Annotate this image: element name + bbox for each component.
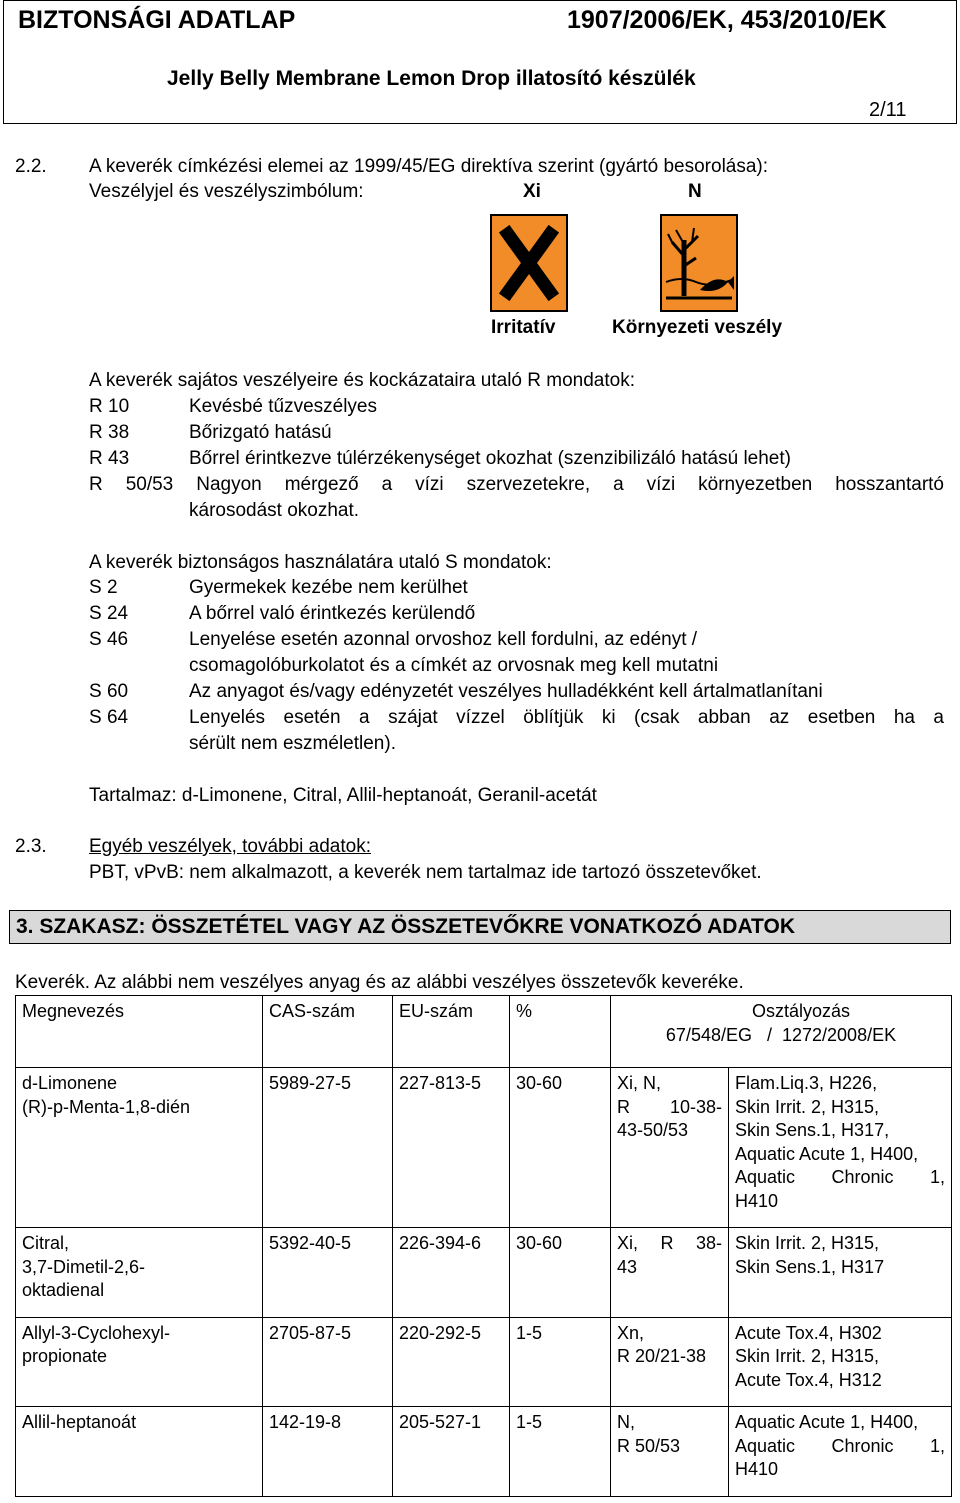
- s-code: S 24: [89, 603, 129, 624]
- page-number: 2/11: [869, 99, 907, 121]
- s-text: Lenyelése esetén azonnal orvoshoz kell fordulni, az edényt /: [189, 629, 698, 650]
- symbols-label: Veszélyjel és veszélyszimbólum:: [89, 181, 364, 202]
- symbol-n: N: [688, 181, 702, 202]
- table-cell: 205-527-1: [393, 1407, 510, 1497]
- s-text: sérült nem eszméletlen).: [189, 733, 396, 754]
- header-cell: CAS-szám: [263, 996, 393, 1068]
- table-row: [16, 1228, 952, 1318]
- table-cell: 5989-27-5: [263, 1068, 393, 1228]
- table-cell: Citral, 3,7-Dimetil-2,6- oktadienal: [16, 1228, 263, 1318]
- irritant-label: Irritatív: [491, 317, 556, 338]
- table-cell: 220-292-5: [393, 1317, 510, 1407]
- table-cell: 227-813-5: [393, 1068, 510, 1228]
- environment-label: Környezeti veszély: [612, 317, 783, 338]
- s-text: Gyermekek kezébe nem kerülhet: [189, 577, 468, 598]
- irritant-pictogram-icon: [490, 214, 568, 312]
- regulation-title: 1907/2006/EK, 453/2010/EK: [567, 6, 887, 34]
- table-row: [16, 1407, 952, 1497]
- s-code: S 2: [89, 577, 118, 598]
- r-phrases-intro: A keverék sajátos veszélyeire és kockázataira utaló R mondatok:: [89, 370, 635, 391]
- s-text: csomagolóburkolatot és a címkét az orvosnak meg kell mutatni: [189, 655, 719, 676]
- table-cell: 1-5: [510, 1407, 611, 1497]
- table-cell: N, R 50/53: [611, 1407, 729, 1497]
- r-code: R 43: [89, 448, 130, 469]
- s-phrases-intro: A keverék biztonságos használatára utaló S mondatok:: [89, 552, 552, 573]
- header-cell: Osztályozás 67/548/EG / 1272/2008/EK: [611, 996, 952, 1068]
- symbol-xi: Xi: [523, 181, 541, 202]
- r-text: Bőrizgató hatású: [189, 422, 332, 443]
- r-50-53-line1: R 50/53 Nagyon mérgező a vízi szervezetekre, a vízi környezetben hosszantartó: [89, 474, 944, 495]
- s-code: S 46: [89, 629, 129, 650]
- section-3-title: 3. SZAKASZ: ÖSSZETÉTEL VAGY AZ ÖSSZETEVŐKRE VONATKOZÓ ADATOK: [16, 915, 796, 938]
- composition-table: [15, 995, 952, 1497]
- table-row: [16, 1068, 952, 1228]
- header-cell: %: [510, 996, 611, 1068]
- product-name: Jelly Belly Membrane Lemon Drop illatosító készülék: [167, 67, 696, 90]
- table-cell: Skin Irrit. 2, H315, Skin Sens.1, H317: [729, 1228, 952, 1318]
- table-cell: Acute Tox.4, H302 Skin Irrit. 2, H315, Acute Tox.4, H312: [729, 1317, 952, 1407]
- table-cell: Xi, R 38- 43: [611, 1228, 729, 1318]
- section-title-2-2: A keverék címkézési elemei az 1999/45/EG direktíva szerint (gyártó besorolása):: [89, 156, 769, 177]
- table-cell: 2705-87-5: [263, 1317, 393, 1407]
- s-text: Az anyagot és/vagy edényzetét veszélyes hulladékként kell ártalmatlanítani: [189, 681, 823, 702]
- section-title-2-3: Egyéb veszélyek, további adatok:: [89, 836, 372, 857]
- r-text: Kevésbé tűzveszélyes: [189, 396, 377, 417]
- s-code: S 60: [89, 681, 129, 702]
- table-row: [16, 1317, 952, 1407]
- r-text: Bőrrel érintkezve túlérzékenységet okozhat (szenzibilizáló hatású lehet): [189, 448, 791, 469]
- table-cell: Xn, R 20/21-38: [611, 1317, 729, 1407]
- s-text: Lenyelés esetén a szájat vízzel öblítjük ki (csak abban az esetben ha a: [189, 707, 944, 728]
- table-header-row: [16, 996, 952, 1068]
- contains-line: Tartalmaz: d-Limonene, Citral, Allil-heptanoát, Geranil-acetát: [89, 785, 597, 806]
- table-cell: Xi, N, R 10-38- 43-50/53: [611, 1068, 729, 1228]
- environment-pictogram-icon: [660, 214, 738, 312]
- table-cell: 142-19-8: [263, 1407, 393, 1497]
- header-cell: EU-szám: [393, 996, 510, 1068]
- table-cell: Aquatic Acute 1, H400, Aquatic Chronic 1, H410: [729, 1407, 952, 1497]
- table-cell: Allil-heptanoát: [16, 1407, 263, 1497]
- table-cell: 226-394-6: [393, 1228, 510, 1318]
- pbt-text: PBT, vPvB: nem alkalmazott, a keverék nem tartalmaz ide tartozó összetevőket.: [89, 862, 762, 883]
- section-number-2-3: 2.3.: [15, 836, 47, 857]
- table-cell: Allyl-3-Cyclohexyl- propionate: [16, 1317, 263, 1407]
- table-cell: Flam.Liq.3, H226, Skin Irrit. 2, H315, Skin Sens.1, H317, Aquatic Acute 1, H400, Aquatic Chronic 1, H410: [729, 1068, 952, 1228]
- section-number-2-2: 2.2.: [15, 156, 47, 177]
- table-cell: 30-60: [510, 1228, 611, 1318]
- mixture-intro: Keverék. Az alábbi nem veszélyes anyag és az alábbi veszélyes összetevők keveréke.: [15, 972, 744, 993]
- r-code: R 38: [89, 422, 130, 443]
- table-cell: 30-60: [510, 1068, 611, 1228]
- r-50-53-line2: károsodást okozhat.: [189, 500, 360, 521]
- s-text: A bőrrel való érintkezés kerülendő: [189, 603, 476, 624]
- header-cell: Megnevezés: [16, 996, 263, 1068]
- table-cell: 5392-40-5: [263, 1228, 393, 1318]
- r-code: R 10: [89, 396, 130, 417]
- table-cell: 1-5: [510, 1317, 611, 1407]
- table-cell: d-Limonene (R)-p-Menta-1,8-dién: [16, 1068, 263, 1228]
- s-code: S 64: [89, 707, 129, 728]
- document-title: BIZTONSÁGI ADATLAP: [18, 6, 296, 34]
